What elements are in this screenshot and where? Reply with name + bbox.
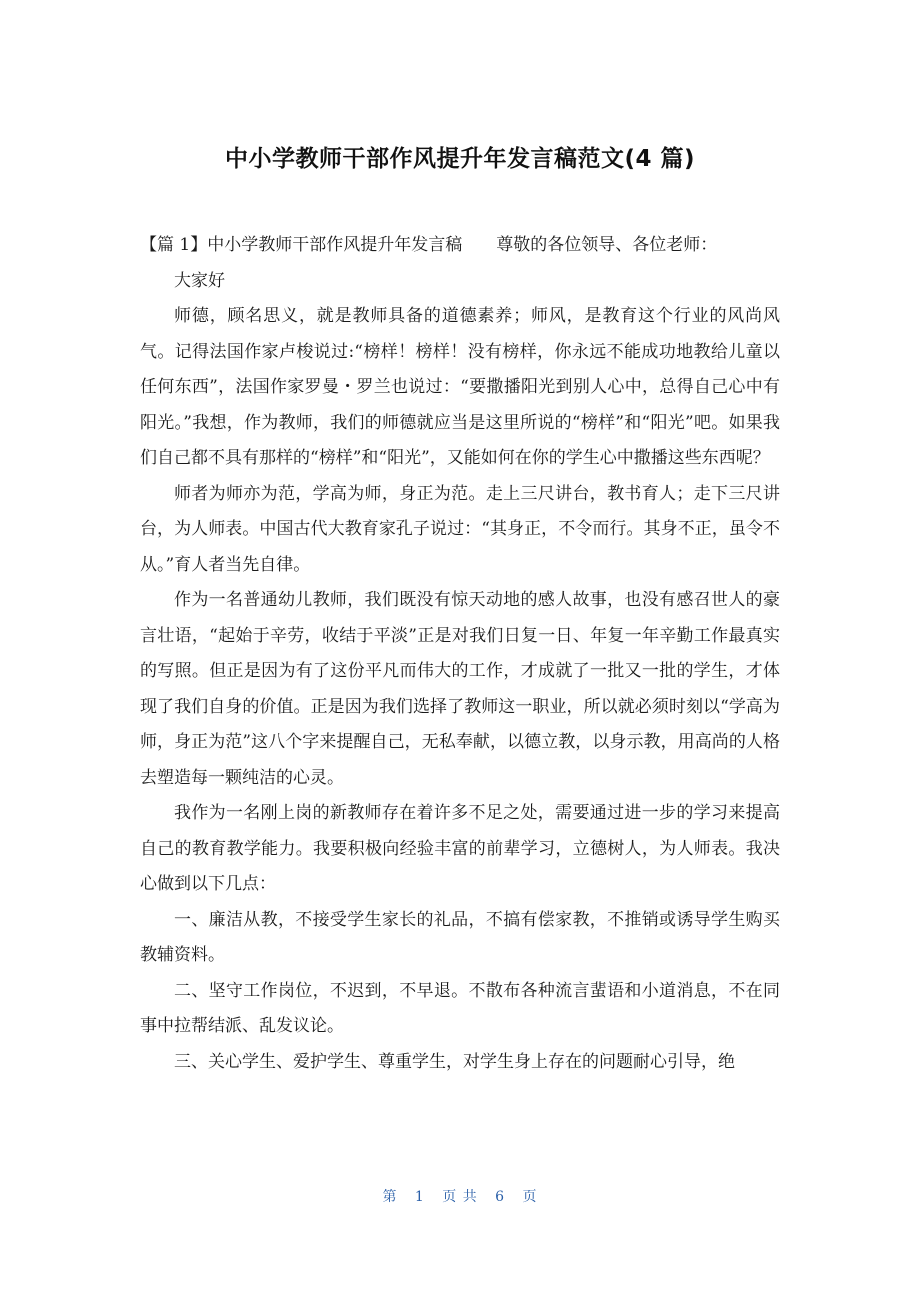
body-paragraph: 师德，顾名思义，就是教师具备的道德素养；师风，是教育这个行业的风尚风气。记得法国作家卢梭说过:“榜样！榜样！没有榜样，你永远不能成功地教给儿童以任何东西”，法国作家罗曼・罗兰也说过：“要撒播阳光到别人心中，总得自己心中有阳光。”我想，作为教师，我们的师德就应当是这里所说的“榜样”和“阳光”吧。如果我们自己都不具有那样的“榜样”和“阳光”，又能如何在你的学生心中撒播这些东西呢？ <box>140 306 780 468</box>
body-paragraph: 师者为师亦为范，学高为师，身正为范。走上三尺讲台，教书育人；走下三尺讲台，为人师表。中国古代大教育家孔子说过：“其身正，不令而行。其身不正，虽令不从。”育人者当先自律。 <box>140 483 780 575</box>
document-title: 中小学教师干部作风提升年发言稿范文(4 篇) <box>224 146 696 172</box>
section-heading-line: 【篇 1】中小学教师干部作风提升年发言稿 尊敬的各位领导、各位老师： <box>140 235 718 255</box>
body-paragraph: 作为一名普通幼儿教师，我们既没有惊天动地的感人故事，也没有感召世人的豪言壮语，“起始于辛劳，收结于平淡”正是对我们日复一日、年复一年辛勤工作最真实的写照。但正是因为有了这份平凡而伟大的工作，才成就了一批又一批的学生，才体现了我们自身的价值。正是因为我们选择了教师这一职业，所以就必须时刻以“学高为师，身正为范”这八个字来提醒自己，无私奉献，以德立教，以身示教，用高尚的人格去塑造每一颗纯洁的心灵。 <box>140 590 780 788</box>
footer-label-page: 第 <box>382 1189 398 1205</box>
list-item-paragraph: 三、关心学生、爱护学生、尊重学生，对学生身上存在的问题耐心引导，绝 <box>174 1051 735 1072</box>
footer-label-of: 页 共 <box>442 1189 478 1205</box>
list-item-paragraph: 二、坚守工作岗位，不迟到，不早退。不散布各种流言蜚语和小道消息，不在同事中拉帮结派、乱发议论。 <box>140 980 780 1036</box>
footer-label-pages: 页 <box>522 1189 538 1205</box>
footer-total-pages: 6 <box>495 1189 506 1205</box>
page-footer <box>0 1186 920 1206</box>
document-body <box>140 228 780 1080</box>
greeting-paragraph: 大家好 <box>174 270 225 291</box>
footer-current-page: 1 <box>414 1189 425 1205</box>
body-paragraph: 我作为一名刚上岗的新教师存在着许多不足之处，需要通过进一步的学习来提高自己的教育教学能力。我要积极向经验丰富的前辈学习，立德树人，为人师表。我决心做到以下几点： <box>140 803 780 894</box>
list-item-paragraph: 一、廉洁从教，不接受学生家长的礼品，不搞有偿家教，不推销或诱导学生购买教辅资料。 <box>140 909 780 965</box>
